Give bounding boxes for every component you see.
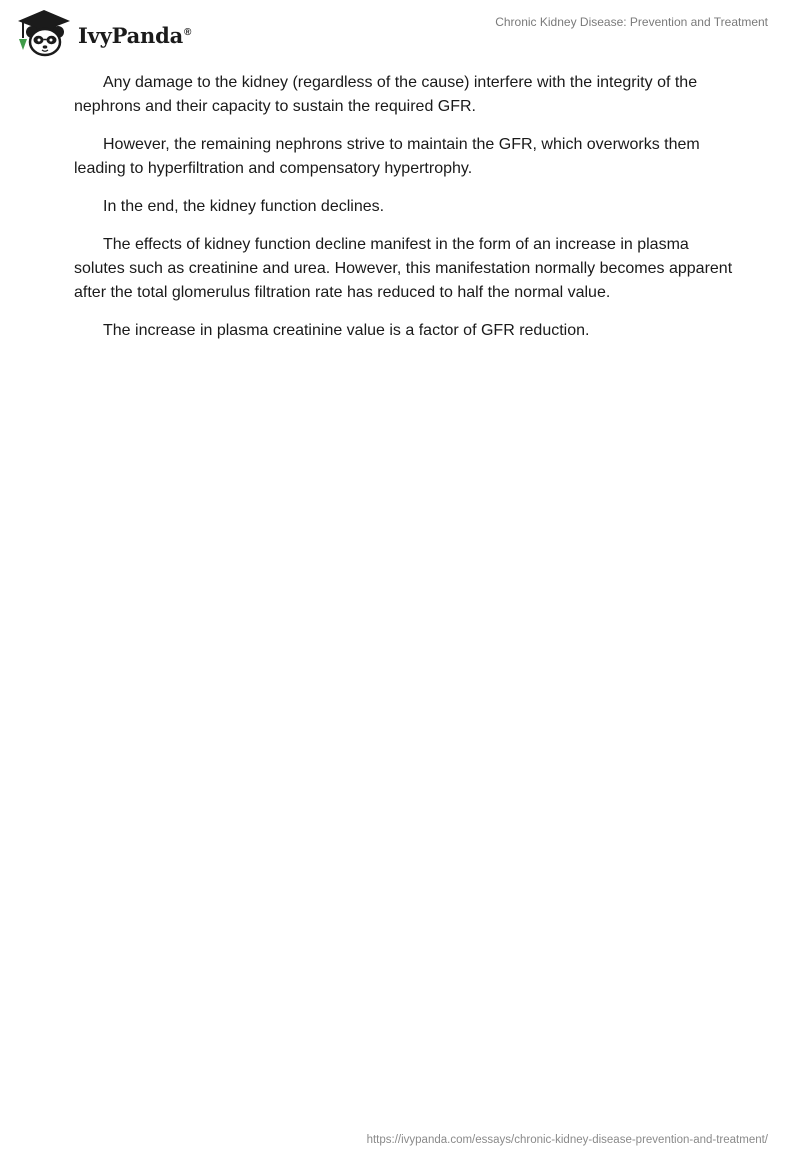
paragraph: In the end, the kidney function declines. <box>103 198 385 215</box>
panda-graduation-cap-icon <box>14 8 76 58</box>
paragraph: Any damage to the kidney (regardless of the cause) interfere with the integrity of the nephrons and their capacity to sustain the required GFR. <box>74 74 698 115</box>
paragraph: The increase in plasma creatinine value is a factor of GFR reduction. <box>103 322 590 339</box>
brand-name <box>78 23 191 48</box>
source-url-link[interactable]: https://ivypanda.com/essays/chronic-kidney-disease-prevention-and-treatment/ <box>366 1134 768 1146</box>
paragraph: However, the remaining nephrons strive to maintain the GFR, which overworks them leading to hyperfiltration and compensatory hypertrophy. <box>74 136 700 177</box>
brand-logo[interactable] <box>14 8 191 58</box>
registered-mark: ® <box>184 26 192 38</box>
running-title: Chronic Kidney Disease: Prevention and Treatment <box>495 15 768 29</box>
paragraph: The effects of kidney function decline manifest in the form of an increase in plasma solutes such as creatinine and urea. However, this manifestation normally becomes apparent after the total glomerulus filtration rate has reduced to half the normal value. <box>74 236 733 301</box>
document-body <box>74 71 734 357</box>
brand-name-text: IvyPanda <box>78 22 184 48</box>
